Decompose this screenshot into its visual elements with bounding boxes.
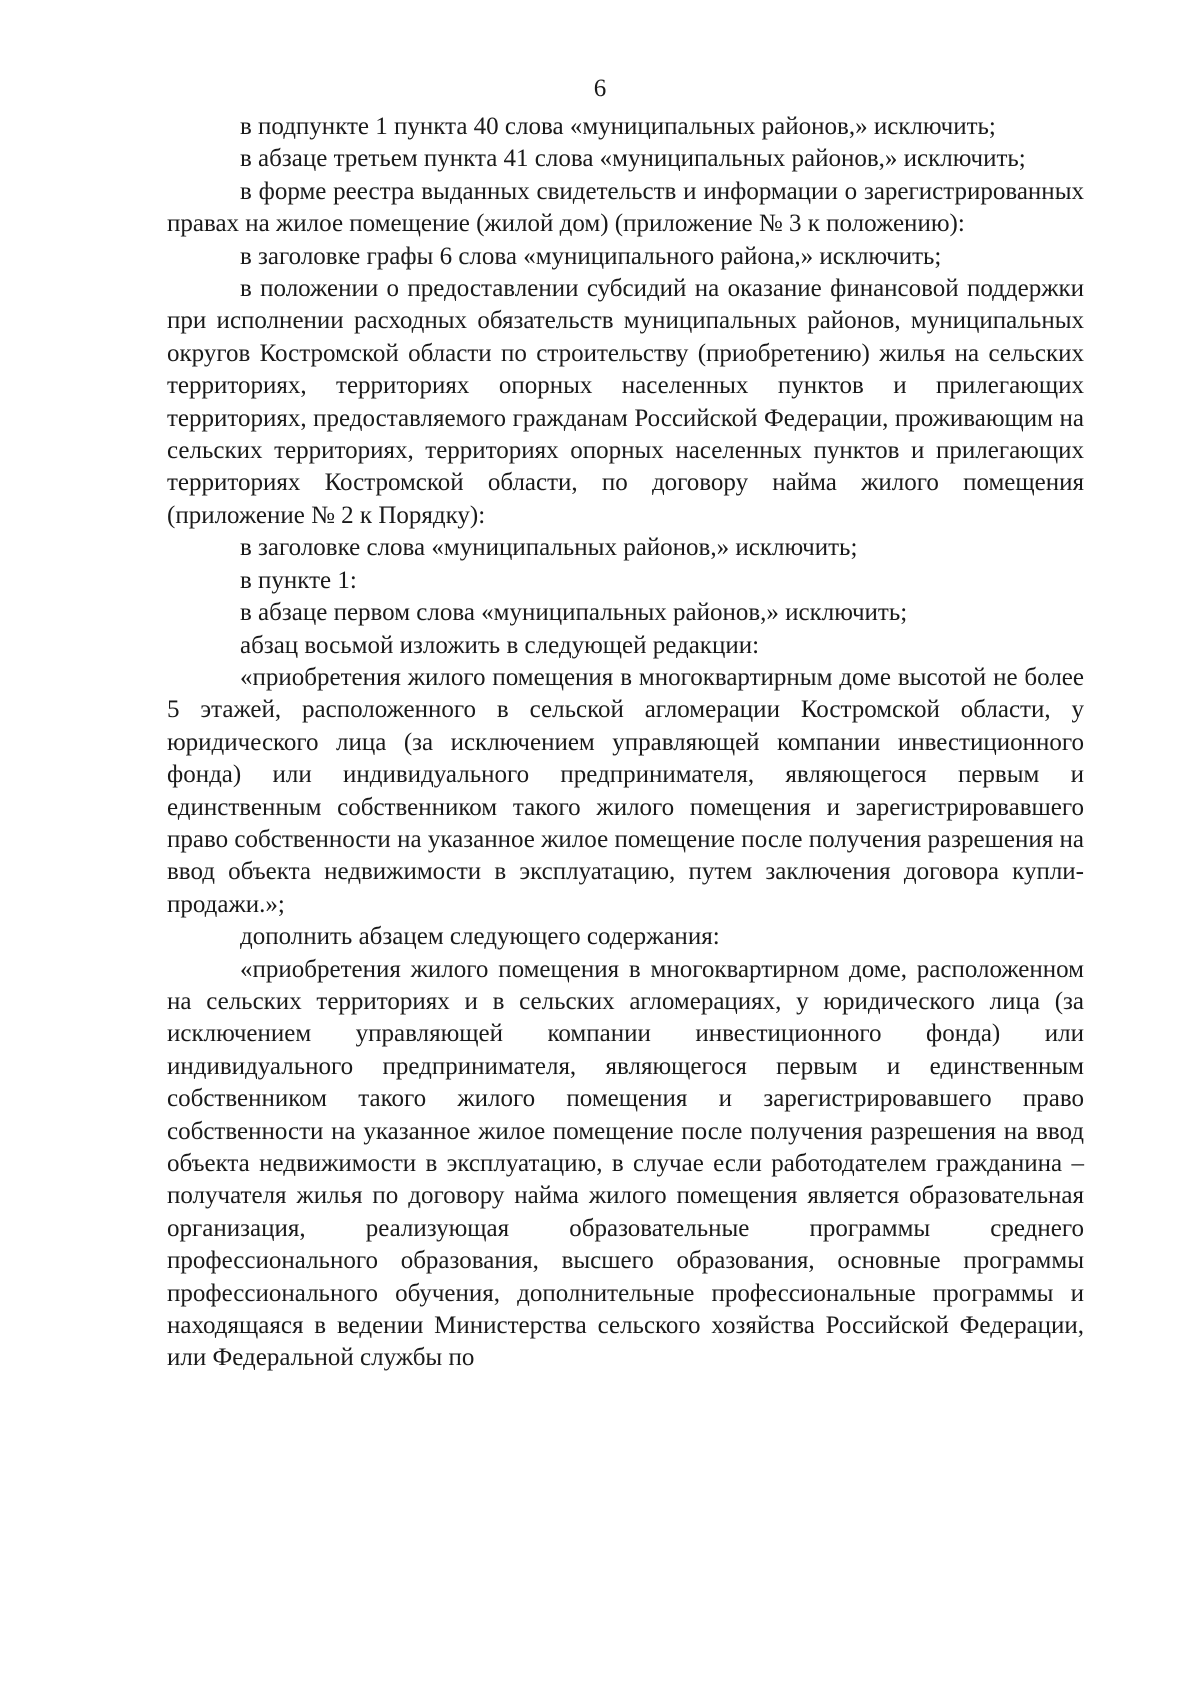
paragraph-column-6-heading: в заголовке графы 6 слова «муниципального района,» исключить; [240,242,942,270]
paragraph-point-1: в пункте 1: [240,566,357,594]
document-body [167,111,1084,1375]
paragraph-first-abzac: в абзаце первом слова «муниципальных районов,» исключить; [240,599,908,627]
paragraph-register-form: в форме реестра выданных свидетельств и информации о зарегистрированных правах на жилое помещение (жилой дом) (приложение № 3 к положению): [167,177,1084,238]
paragraph-subsidy-regulation: в положении о предоставлении субсидий на оказание финансовой поддержки при исполнении расходных обязательств муниципальных районов, муниципальных округов Костромской области по строительству (приобретению) жилья на сельских территориях, территориях опорных населенных пунктов и прилегающих территориях, предоставляемого гражданам Российской Федерации, проживающим на сельских территориях, территориях опорных населенных пунктов и прилегающих территориях Костромской области, по договору найма жилого помещения (приложение № 2 к Порядку): [167,275,1084,529]
paragraph-add-abzac: дополнить абзацем следующего содержания: [240,923,720,951]
paragraph-point-41: в абзаце третьем пункта 41 слова «муниципальных районов,» исключить; [240,145,1026,173]
paragraph-quote-acquisition-5-floors: «приобретения жилого помещения в многоквартирным доме высотой не более 5 этажей, расположенного в сельской агломерации Костромской области, у юридического лица (за исключением управляющей компании инвестиционного фонда) или индивидуального предпринимателя, являющегося первым и единственным собственником такого жилого помещения и зарегистрировавшего право собственности на указанное жилое помещение после получения разрешения на ввод объекта недвижимости в эксплуатацию, путем заключения договора купли-продажи.»; [167,663,1084,918]
paragraph-heading-words: в заголовке слова «муниципальных районов,» исключить; [240,534,858,562]
paragraph-quote-acquisition-apartment: «приобретения жилого помещения в многоквартирном доме, расположенном на сельских территориях и в сельских агломерациях, у юридического лица (за исключением управляющей компании инвестиционного фонда) или индивидуального предпринимателя, являющегося первым и единственным собственником такого жилого помещения и зарегистрировавшего право собственности на указанное жилое помещение после получения разрешения на ввод объекта недвижимости в эксплуатацию, в случае если работодателем гражданина – получателя жилья по договору найма жилого помещения является образовательная организация, реализующая образовательные программы среднего профессионального образования, высшего образования, основные программы профессионального обучения, дополнительные профессиональные программы и находящаяся в ведении Министерства сельского хозяйства Российской Федерации, или Федеральной службы по [167,955,1084,1372]
paragraph-subitem-1-point-40: в подпункте 1 пункта 40 слова «муниципальных районов,» исключить; [240,113,996,140]
page-number: 6 [593,75,607,102]
paragraph-eighth-abzac: абзац восьмой изложить в следующей редакции: [240,631,760,659]
